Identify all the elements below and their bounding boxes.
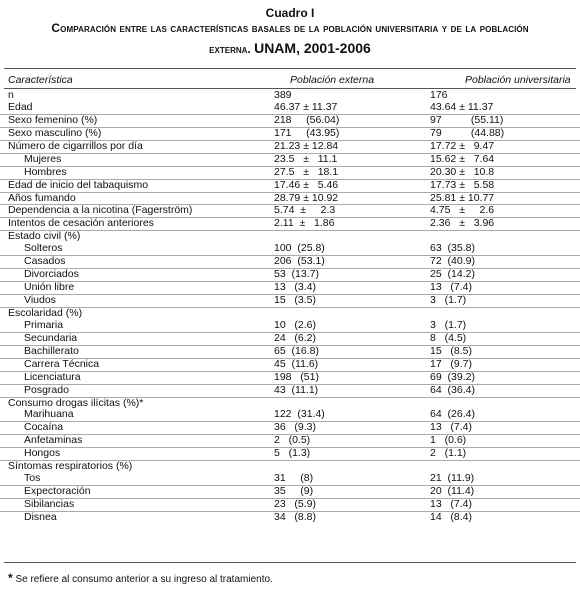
university-value: 15.62 ± 7.64 bbox=[430, 152, 495, 165]
row-label: Edad bbox=[8, 100, 33, 113]
university-value: 1 (0.6) bbox=[430, 434, 467, 447]
row-label: Marihuana bbox=[24, 408, 74, 421]
external-value: 2 (0.5) bbox=[274, 434, 311, 447]
row-label: Anfetaminas bbox=[24, 434, 83, 447]
table-row bbox=[0, 102, 580, 115]
external-value: 122 (31.4) bbox=[274, 408, 325, 421]
row-label: Casados bbox=[24, 255, 66, 268]
col-header-university: Población universitaria bbox=[465, 74, 571, 86]
row-label: Solteros bbox=[24, 242, 63, 255]
row-label: Bachillerato bbox=[24, 344, 79, 357]
row-label: Estado civil (%) bbox=[8, 230, 81, 243]
university-value: 4.75 ± 2.6 bbox=[430, 204, 495, 217]
row-label: Disnea bbox=[24, 510, 57, 523]
table-row bbox=[0, 499, 580, 512]
row-label: Consumo drogas ilícitas (%)* bbox=[8, 396, 144, 409]
external-value: 45 (11.6) bbox=[274, 357, 319, 370]
table-label: Cuadro I bbox=[265, 6, 315, 20]
table-row bbox=[0, 295, 580, 308]
col-header-external: Población externa bbox=[290, 74, 375, 86]
table-row bbox=[0, 346, 580, 359]
external-value: 206 (53.1) bbox=[274, 255, 325, 268]
row-label: Carrera Técnica bbox=[24, 357, 100, 370]
university-value: 79 (44.88) bbox=[430, 126, 505, 139]
col-header-characteristic: Característica bbox=[8, 74, 73, 86]
row-label: Años fumando bbox=[8, 191, 76, 204]
row-label: Hongos bbox=[24, 447, 61, 460]
external-value: 27.5 ± 18.1 bbox=[274, 165, 339, 178]
external-value: 5.74 ± 2.3 bbox=[274, 204, 336, 217]
table-title-line2 bbox=[0, 40, 580, 56]
external-value: 13 (3.4) bbox=[274, 281, 317, 294]
external-value: 21.23 ± 12.84 bbox=[274, 139, 339, 152]
university-value: 20.30 ± 10.8 bbox=[430, 165, 495, 178]
university-value: 21 (11.9) bbox=[430, 472, 475, 485]
row-label: Licenciatura bbox=[24, 370, 81, 383]
university-value: 63 (35.8) bbox=[430, 242, 475, 255]
row-label: Dependencia a la nicotina (Fagerström) bbox=[8, 204, 193, 217]
title-line2-prefix: externa. bbox=[209, 42, 251, 56]
table-row bbox=[0, 167, 580, 180]
external-value: 28.79 ± 10.92 bbox=[274, 191, 339, 204]
external-value: 34 (8.8) bbox=[274, 510, 317, 523]
table-row bbox=[0, 385, 580, 398]
row-label: Sibilancias bbox=[24, 498, 75, 510]
university-value: 17 (9.7) bbox=[430, 357, 473, 370]
footnote bbox=[8, 571, 273, 585]
university-value: 72 (40.9) bbox=[430, 255, 475, 268]
university-value: 2 (1.1) bbox=[430, 447, 467, 460]
table-row bbox=[0, 115, 580, 128]
university-value: 13 (7.4) bbox=[430, 498, 473, 510]
external-value: 65 (16.8) bbox=[274, 344, 319, 357]
university-value: 8 (4.5) bbox=[430, 331, 467, 344]
external-value: 46.37 ± 11.37 bbox=[274, 100, 338, 113]
external-value: 23 (5.9) bbox=[274, 498, 317, 510]
university-value: 64 (26.4) bbox=[430, 408, 475, 421]
external-value: 43 (11.1) bbox=[274, 383, 319, 396]
external-value: 17.46 ± 5.46 bbox=[274, 178, 339, 191]
footnote-mark: * bbox=[8, 571, 13, 585]
row-label: Cocaína bbox=[24, 421, 64, 434]
university-value: 20 (11.4) bbox=[430, 485, 475, 498]
title-line2-main: UNAM, 2001-2006 bbox=[254, 40, 371, 56]
external-value: 2.11 ± 1.86 bbox=[274, 217, 335, 230]
university-value: 2.36 ± 3.96 bbox=[430, 217, 495, 230]
university-value: 176 bbox=[430, 89, 448, 101]
table-row bbox=[0, 128, 580, 141]
external-value: 389 bbox=[274, 89, 292, 101]
row-label: Primaria bbox=[24, 318, 64, 331]
row-label: Expectoración bbox=[24, 485, 91, 498]
table-row bbox=[0, 359, 580, 372]
row-label: Mujeres bbox=[24, 152, 62, 165]
table-title-line1 bbox=[0, 21, 580, 35]
university-value: 13 (7.4) bbox=[430, 421, 473, 434]
row-label: Viudos bbox=[24, 294, 56, 306]
external-value: 15 (3.5) bbox=[274, 294, 317, 306]
university-value: 15 (8.5) bbox=[430, 344, 473, 357]
row-label: Sexo masculino (%) bbox=[8, 126, 102, 139]
title-line1-text: Comparación entre las características basales de la población universitaria y de la población bbox=[51, 21, 529, 35]
table-row bbox=[0, 512, 580, 524]
row-label: Hombres bbox=[24, 165, 67, 178]
row-label: Número de cigarrillos por día bbox=[8, 139, 143, 152]
university-value: 17.72 ± 9.47 bbox=[430, 139, 495, 152]
footnote-text: Se refiere al consumo anterior a su ingreso al tratamiento. bbox=[15, 574, 273, 585]
external-value: 35 (9) bbox=[274, 485, 314, 498]
row-label: Edad de inicio del tabaquismo bbox=[8, 178, 149, 191]
top-rule bbox=[4, 68, 576, 69]
external-value: 53 (13.7) bbox=[274, 268, 319, 281]
external-value: 31 (8) bbox=[274, 472, 314, 485]
row-label: Sexo femenino (%) bbox=[8, 113, 98, 126]
row-label: Escolaridad (%) bbox=[8, 306, 83, 319]
university-value: 17.73 ± 5.58 bbox=[430, 178, 495, 191]
row-label: Síntomas respiratorios (%) bbox=[8, 460, 133, 473]
external-value: 36 (9.3) bbox=[274, 421, 317, 434]
university-value: 25 (14.2) bbox=[430, 268, 475, 281]
table-row bbox=[0, 218, 580, 231]
university-value: 97 (55.11) bbox=[430, 113, 504, 126]
external-value: 24 (6.2) bbox=[274, 331, 317, 344]
university-value: 43.64 ± 11.37 bbox=[430, 100, 494, 113]
table-row bbox=[0, 333, 580, 346]
external-value: 198 (51) bbox=[274, 370, 319, 383]
university-value: 14 (8.4) bbox=[430, 510, 473, 523]
row-label: Intentos de cesación anteriores bbox=[8, 217, 154, 230]
university-value: 69 (39.2) bbox=[430, 370, 475, 383]
table-row bbox=[0, 180, 580, 193]
table-row bbox=[0, 154, 580, 167]
external-value: 100 (25.8) bbox=[274, 242, 325, 255]
university-value: 25.81 ± 10.77 bbox=[430, 191, 495, 204]
external-value: 23.5 ± 11.1 bbox=[274, 152, 338, 165]
row-label: Unión libre bbox=[24, 281, 75, 294]
external-value: 10 (2.6) bbox=[274, 318, 317, 331]
row-label: Secundaria bbox=[24, 331, 78, 344]
table-row bbox=[0, 141, 580, 154]
table-body bbox=[0, 90, 580, 524]
external-value: 171 (43.95) bbox=[274, 126, 340, 139]
university-value: 64 (36.4) bbox=[430, 383, 475, 396]
university-value: 3 (1.7) bbox=[430, 294, 467, 306]
table-row bbox=[0, 320, 580, 333]
university-value: 3 (1.7) bbox=[430, 318, 467, 331]
row-label: Posgrado bbox=[24, 383, 69, 396]
university-value: 13 (7.4) bbox=[430, 281, 473, 294]
external-value: 5 (1.3) bbox=[274, 447, 311, 460]
bottom-rule bbox=[4, 562, 576, 563]
row-label: n bbox=[8, 89, 14, 101]
row-label: Divorciados bbox=[24, 268, 79, 281]
table-row bbox=[0, 372, 580, 385]
row-label: Tos bbox=[24, 472, 41, 485]
external-value: 218 (56.04) bbox=[274, 113, 340, 126]
